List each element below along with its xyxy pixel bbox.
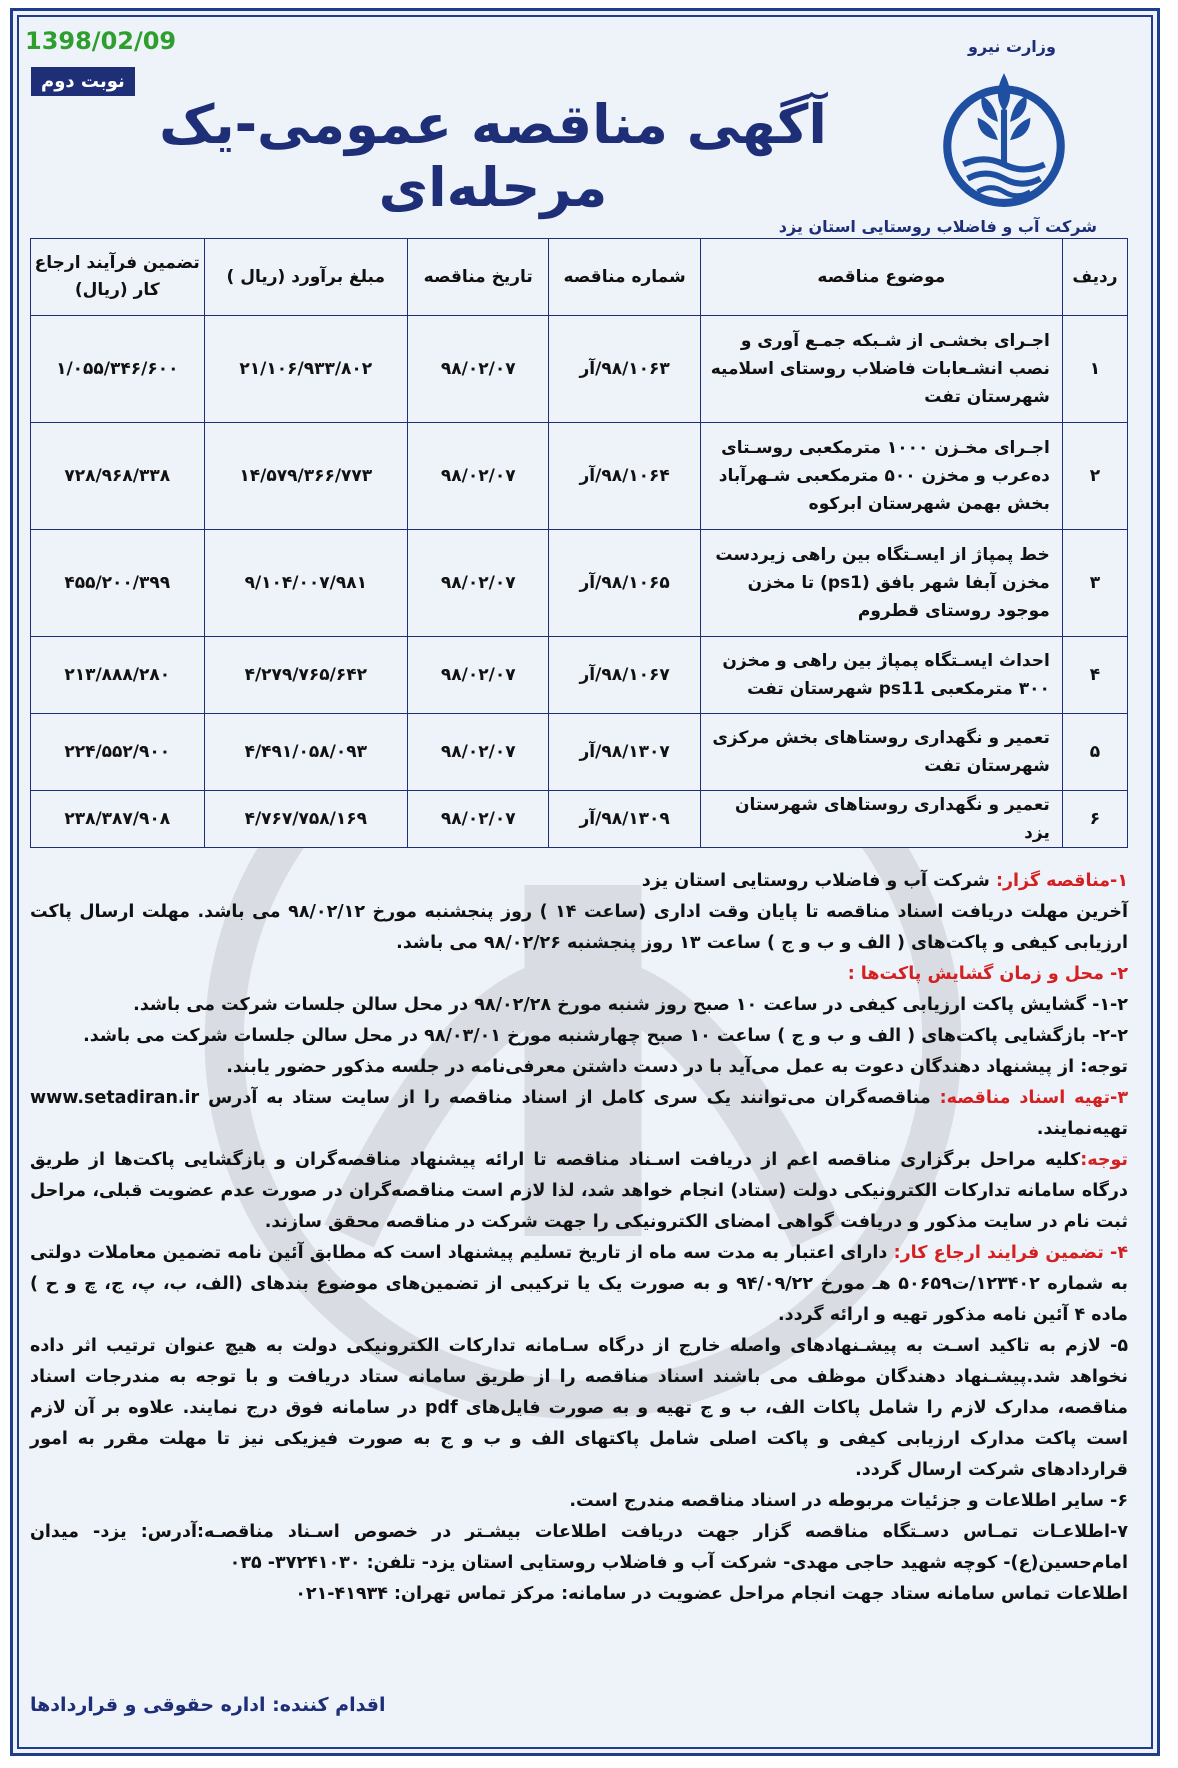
cell-date: ۹۸/۰۲/۰۷ bbox=[408, 530, 549, 637]
note bbox=[30, 1145, 1128, 1238]
cell-amount: ۴/۲۷۹/۷۶۵/۶۴۲ bbox=[204, 637, 408, 714]
section-4-text: دارای اعتبار به مدت سه ماه از تاریخ تسلیم پیشنهاد است که مطابق آئین نامه تضمین معاملات دولتی به شماره ۱۲۳۴۰۲/ت۵۰۶۵۹ هـ مورخ ۹۴/۰۹/۲۲ و به صورت یک یا ترکیبی از تضمین‌های موضوع بندهای (الف، ب، پ، ج، چ و ح ) ماده ۴ آئین نامه مذکور تهیه و ارائه گردد. bbox=[30, 1243, 1128, 1325]
cell-subject: تعمیر و نگهداری روستاهای بخش مرکزی شهرستان تفت bbox=[700, 714, 1062, 791]
cell-number: ۹۸/۱۰۶۵/آر bbox=[549, 530, 700, 637]
section-2-label: ۲- محل و زمان گشایش پاکت‌ها : bbox=[847, 964, 1128, 984]
cell-subject: اجـرای مخـزن ۱۰۰۰ مترمکعبی روسـتای ده‌عرب و مخزن ۵۰۰ مترمکعبی شـهرآباد بخش بهمن شهرستان ابرکوه bbox=[700, 423, 1062, 530]
cell-date: ۹۸/۰۲/۰۷ bbox=[408, 316, 549, 423]
cell-date: ۹۸/۰۲/۰۷ bbox=[408, 791, 549, 848]
col-number: شماره مناقصه bbox=[549, 239, 700, 316]
cell-subject: احداث ایسـتگاه پمپاژ بین راهی و مخزن ۳۰۰ مترمکعبی ps11 شهرستان تفت bbox=[700, 637, 1062, 714]
section-5: ۵- لازم به تاکید اسـت به پیشـنهادهای واصله خارج از درگاه سـامانه تدارکات الکترونیکی دولت به هیچ عنوان ترتیب اثر داده نخواهد شد.پیشـنهاد دهندگان موظف می باشند اسناد مناقصه را از طریق سامانه ستاد دریافت و با توجه به مندرجات اسناد مناقصه، مدارک لازم را شامل پاکات الف، ب و ج تهیه و به صورت فایل‌های pdf در سامانه فوق درج نمایند. علاوه بر آن لازم است پاکت مدارک ارزیابی کیفی و پاکت اصلی شامل پاکتهای الف و ب و ج به صورت فیزیکی نیز تا مهلت مقرر به امور قراردادهای شرکت ارسال گردد. bbox=[30, 1336, 1129, 1480]
cell-amount: ۱۴/۵۷۹/۳۶۶/۷۷۳ bbox=[204, 423, 408, 530]
cell-guarantee: ۲۱۳/۸۸۸/۲۸۰ bbox=[31, 637, 205, 714]
section-1-label: ۱-مناقصه گزار: bbox=[995, 871, 1128, 891]
table-row bbox=[31, 530, 1128, 637]
cell-radif: ۱ bbox=[1062, 316, 1127, 423]
cell-subject: تعمیر و نگهداری روستاهای شهرستان یزد bbox=[700, 791, 1062, 848]
section-3 bbox=[30, 1083, 1128, 1145]
water-company-logo-icon bbox=[933, 59, 1075, 211]
tender-table bbox=[30, 238, 1128, 848]
cell-guarantee: ۴۵۵/۲۰۰/۳۹۹ bbox=[31, 530, 205, 637]
section-2-note: توجه: از پیشنهاد دهندگان دعوت به عمل می‌آید با در دست داشتن معرفی‌نامه در جلسه مذکور حضور یابند. bbox=[226, 1057, 1128, 1077]
section-6: ۶- سایر اطلاعات و جزئیات مربوطه در اسناد مناقصه مندرج است. bbox=[569, 1491, 1128, 1511]
col-subject: موضوع مناقصه bbox=[700, 239, 1062, 316]
section-4-label: ۴- تضمین فرایند ارجاع کار: bbox=[893, 1243, 1128, 1263]
section-8: اطلاعات تماس سامانه ستاد جهت انجام مراحل عضویت در سامانه: مرکز تماس تهران: ۴۱۹۳۴-۰۲۱ bbox=[295, 1584, 1128, 1604]
cell-guarantee: ۱/۰۵۵/۳۴۶/۶۰۰ bbox=[31, 316, 205, 423]
cell-radif: ۶ bbox=[1062, 791, 1127, 848]
cell-amount: ۴/۷۶۷/۷۵۸/۱۶۹ bbox=[204, 791, 408, 848]
section-4 bbox=[30, 1238, 1128, 1331]
cell-amount: ۴/۴۹۱/۰۵۸/۰۹۳ bbox=[204, 714, 408, 791]
table-row bbox=[31, 637, 1128, 714]
cell-amount: ۹/۱۰۴/۰۰۷/۹۸۱ bbox=[204, 530, 408, 637]
section-7: ۷-اطلاعـات تمـاس دسـتگاه مناقصه گزار جهت دریافت اطلاعات بیشـتر در خصوص اسـناد مناقصـه:آدرس: یزد- میدان امام‌حسین(ع)- کوچه شهید حاجی مهدی- شرکت آب و فاضلاب روستایی استان یزد- تلفن: ۳۷۲۴۱۰۳۰- ۰۳۵ bbox=[30, 1522, 1128, 1573]
section-1 bbox=[30, 866, 1128, 897]
company-name: شرکت آب و فاضلاب روستایی استان یزد bbox=[778, 217, 1097, 236]
issue-date: 1398/02/09 bbox=[25, 27, 177, 55]
section-2-2: ۲-۲- بازگشایی پاکت‌های ( الف و ب و ج ) ساعت ۱۰ صبح چهارشنبه مورخ ۹۸/۰۳/۰۱ در محل سالن جلسات شرکت می باشد. bbox=[83, 1026, 1128, 1046]
cell-radif: ۵ bbox=[1062, 714, 1127, 791]
section-3-label: ۳-تهیه اسناد مناقصه: bbox=[939, 1088, 1128, 1108]
cell-number: ۹۸/۱۰۶۴/آر bbox=[549, 423, 700, 530]
note-text: کلیه مراحل برگزاری مناقصه اعم از دریافت اسـناد مناقصه تا ارائه پیشنهاد مناقصه‌گران و بازگشایی پاکت‌ها از طریق درگاه سامانه تدارکات الکترونیکی دولت (ستاد) انجام خواهد شد، لذا لازم است مناقصه‌گران در صورت عدم عضویت قبلی، مراحل ثبت نام در سایت مذکور و دریافت گواهی امضای الکترونیکی را جهت شرکت در مناقصه محقق سازند. bbox=[30, 1150, 1128, 1232]
section-3-text: مناقصه‌گران می‌توانند یک سری کامل از اسناد مناقصه را از سایت ستاد به آدرس www.setadiran.ir تهیه‌نمایند. bbox=[30, 1088, 1128, 1139]
cell-amount: ۲۱/۱۰۶/۹۳۳/۸۰۲ bbox=[204, 316, 408, 423]
cell-number: ۹۸/۱۰۶۷/آر bbox=[549, 637, 700, 714]
deadline-text: آخرین مهلت دریافت اسناد مناقصه تا پایان وقت اداری (ساعت ۱۴ ) روز پنجشنبه مورخ ۹۸/۰۲/۱۲ می باشد. مهلت ارسال پاکت ارزیابی کیفی و پاکت‌های ( الف و ب و ج ) ساعت ۱۳ روز پنجشنبه ۹۸/۰۲/۲۶ می باشد. bbox=[30, 902, 1128, 953]
notice-body bbox=[30, 866, 1128, 1610]
cell-number: ۹۸/۱۳۰۷/آر bbox=[549, 714, 700, 791]
cell-subject: خط پمپاژ از ایسـتگاه بین راهی زیردست مخزن آبفا شهر بافق (ps1) تا مخزن موجود روستای قطروم bbox=[700, 530, 1062, 637]
col-date: تاریخ مناقصه bbox=[408, 239, 549, 316]
cell-date: ۹۸/۰۲/۰۷ bbox=[408, 637, 549, 714]
issuer-footer: اقدام کننده: اداره حقوقی و قراردادها bbox=[30, 1694, 386, 1716]
cell-guarantee: ۲۲۴/۵۵۲/۹۰۰ bbox=[31, 714, 205, 791]
cell-number: ۹۸/۱۰۶۳/آر bbox=[549, 316, 700, 423]
col-radif: ردیف bbox=[1062, 239, 1127, 316]
cell-guarantee: ۷۲۸/۹۶۸/۳۳۸ bbox=[31, 423, 205, 530]
table-header-row bbox=[31, 239, 1128, 316]
section-2-1: ۱-۲- گشایش پاکت ارزیابی کیفی در ساعت ۱۰ صبح روز شنبه مورخ ۹۸/۰۲/۲۸ در محل سالن جلسات شرکت می باشد. bbox=[133, 995, 1128, 1015]
table-row bbox=[31, 791, 1128, 848]
cell-date: ۹۸/۰۲/۰۷ bbox=[408, 714, 549, 791]
cell-radif: ۲ bbox=[1062, 423, 1127, 530]
table-row bbox=[31, 714, 1128, 791]
cell-subject: اجـرای بخشـی از شـبکه جمـع آوری و نصب انشـعابات فاضلاب روستای اسلامیه شهرستان تفت bbox=[700, 316, 1062, 423]
col-guarantee: تضمین فرآیند ارجاع کار (ریال) bbox=[31, 239, 205, 316]
ministry-label: وزارت نیرو bbox=[968, 37, 1056, 56]
table-row bbox=[31, 316, 1128, 423]
cell-date: ۹۸/۰۲/۰۷ bbox=[408, 423, 549, 530]
cell-number: ۹۸/۱۳۰۹/آر bbox=[549, 791, 700, 848]
cell-guarantee: ۲۳۸/۳۸۷/۹۰۸ bbox=[31, 791, 205, 848]
section-1-text: شرکت آب و فاضلاب روستایی استان یزد bbox=[641, 871, 996, 891]
cell-radif: ۴ bbox=[1062, 637, 1127, 714]
col-amount: مبلغ برآورد (ریال ) bbox=[204, 239, 408, 316]
table-row bbox=[31, 423, 1128, 530]
page-title: آگهی مناقصه عمومی-یک مرحله‌ای bbox=[159, 93, 827, 219]
round-badge: نوبت دوم bbox=[31, 67, 135, 96]
note-label: توجه: bbox=[1080, 1150, 1128, 1170]
cell-radif: ۳ bbox=[1062, 530, 1127, 637]
